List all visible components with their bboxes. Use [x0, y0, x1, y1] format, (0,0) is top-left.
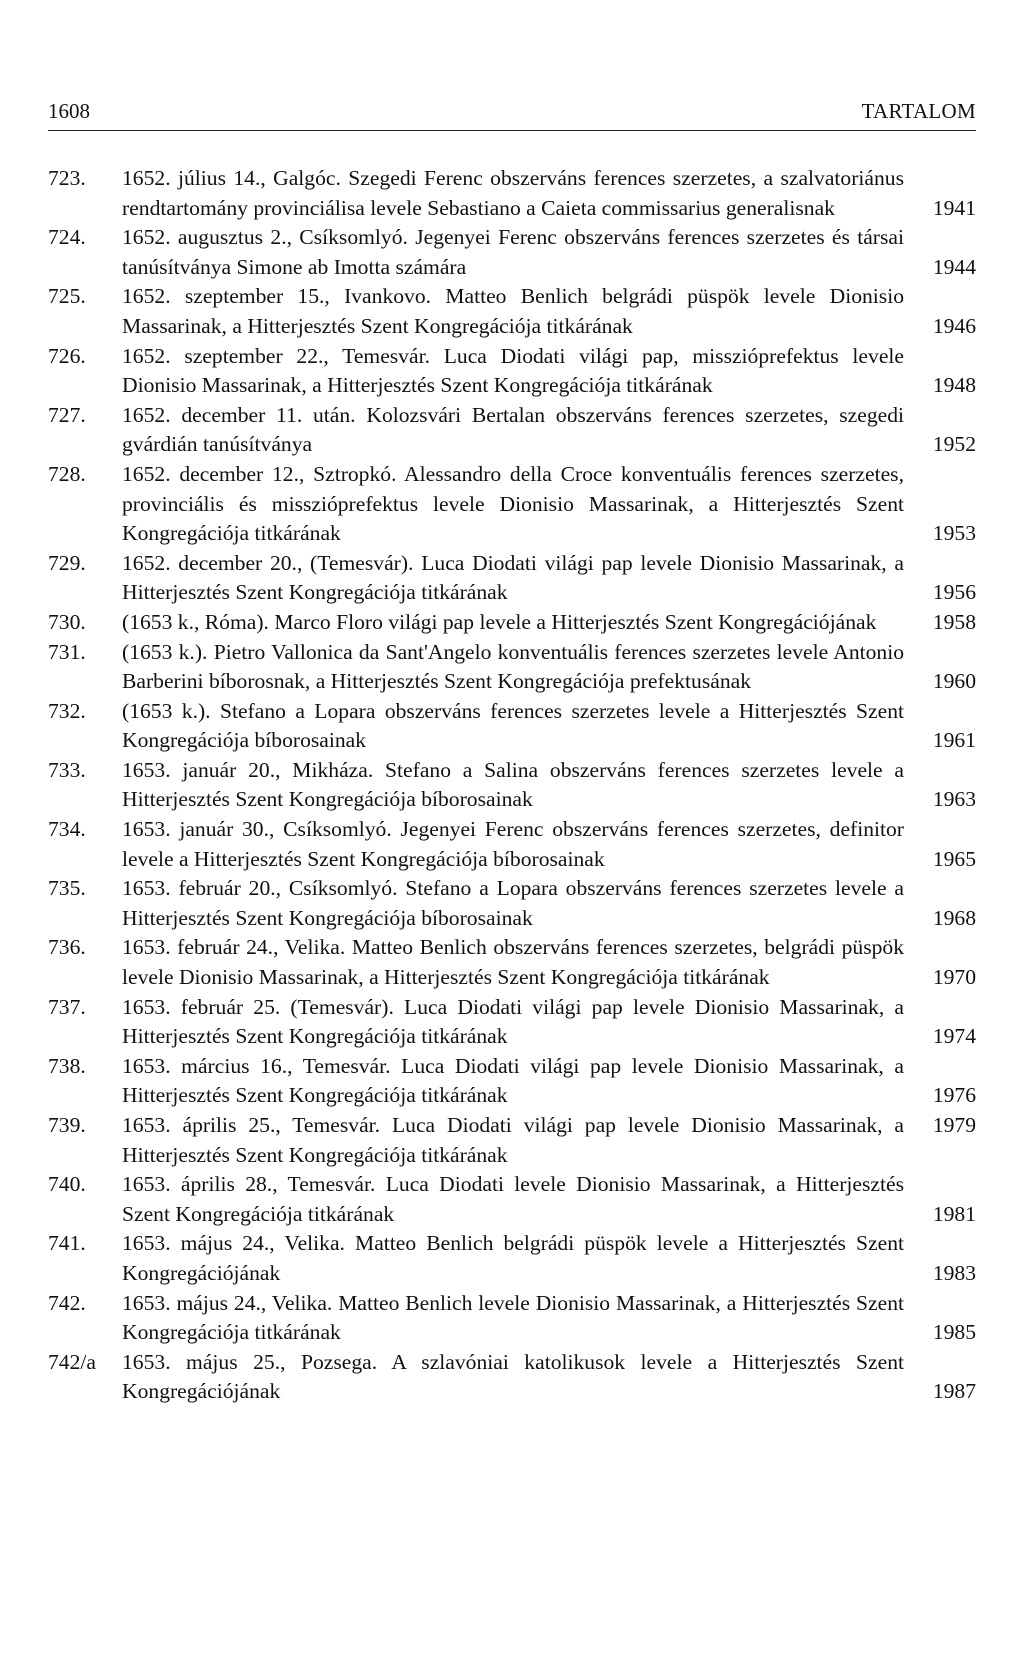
entry-page-number: 1953	[932, 521, 976, 546]
entry-page-number: 1979	[932, 1113, 976, 1137]
entry-description	[122, 1170, 904, 1229]
entry-page-number: 1956	[932, 580, 976, 605]
entry-title: Luca Diodati levele Dionisio Massarinak, a Hitterjesztés Szent Kongregációja titkárának	[122, 1172, 904, 1226]
entry-description	[122, 460, 904, 549]
entry-page-number: 1952	[932, 432, 976, 457]
entry-description	[122, 815, 904, 874]
entry-date-place: 1653. február 25. (Temesvár).	[122, 994, 394, 1019]
entry-page-number: 1944	[932, 254, 976, 279]
toc-entry	[48, 933, 976, 992]
entry-title: Stefano a Lopara obszerváns ferences szerzetes levele a Hitterjesztés Szent Kongregációja bíborosainak	[122, 876, 905, 930]
entry-title: Luca Diodati világi pap, misszióprefektus levele Dionisio Massarinak, a Hitterjesztés Szent Kongregációja titkárának	[122, 343, 904, 398]
entry-page-number: 1958	[932, 609, 976, 634]
entry-date-place: 1652. augusztus 2., Csíksomlyó.	[122, 225, 408, 250]
entry-page-number: 1970	[932, 965, 976, 990]
table-of-contents	[48, 164, 976, 1407]
entry-date-place: 1653. május 24., Velika.	[122, 1231, 345, 1256]
entry-number: 738.	[48, 1053, 86, 1078]
entry-title: Szegedi Ferenc obszerváns ferences szerzetes, a szalvatoriánus rendtartomány provinciálisa levele Sebastiano a Caieta commissarius generalisnak	[122, 166, 904, 220]
toc-entry	[48, 549, 976, 608]
entry-description	[122, 874, 904, 933]
entry-description	[122, 1052, 904, 1111]
entry-number: 724.	[48, 225, 86, 250]
entry-description	[122, 401, 904, 460]
toc-entry	[48, 401, 976, 460]
running-title: TARTALOM	[861, 99, 976, 123]
toc-entry	[48, 697, 976, 756]
entry-title: Stefano a Salina obszerváns ferences szerzetes levele a Hitterjesztés Szent Kongregációja bíborosainak	[122, 757, 904, 812]
entry-number: 734.	[48, 817, 86, 842]
entry-description	[122, 549, 904, 608]
toc-entry	[48, 815, 976, 874]
entry-description	[122, 164, 904, 223]
entry-date-place: 1653. május 24., Velika.	[122, 1290, 333, 1315]
entry-title: Kolozsvári Bertalan obszerváns ferences szerzetes, szegedi gvárdián tanúsítványa	[122, 402, 905, 457]
entry-date-place: (1653 k.).	[122, 698, 211, 723]
entry-title: Stefano a Lopara obszerváns ferences szerzetes levele a Hitterjesztés Szent Kongregációja bíborosainak	[122, 698, 905, 753]
toc-entry	[48, 1229, 976, 1288]
entry-page-number: 1965	[932, 846, 976, 871]
entry-date-place: 1653. január 30., Csíksomlyó.	[122, 817, 392, 842]
entry-number: 737.	[48, 994, 86, 1019]
entry-number: 732.	[48, 698, 86, 723]
entry-number: 742/a	[48, 1349, 96, 1374]
entry-page-number: 1961	[932, 728, 976, 753]
entry-description	[122, 993, 904, 1052]
entry-number: 739.	[48, 1113, 86, 1137]
toc-entry	[48, 874, 976, 933]
entry-title: Luca Diodati világi pap levele Dionisio Massarinak, a Hitterjesztés Szent Kongregációja titkárának	[122, 550, 904, 605]
entry-description	[122, 1348, 904, 1407]
entry-description	[122, 1229, 904, 1288]
entry-date-place: 1653. február 24., Velika.	[122, 935, 346, 960]
toc-entry	[48, 1052, 976, 1111]
entry-page-number: 1948	[932, 373, 976, 398]
entry-page-number: 1946	[932, 313, 976, 338]
entry-date-place: 1653. január 20., Mikháza.	[122, 757, 374, 782]
toc-entry	[48, 342, 976, 401]
entry-title: Pietro Vallonica da Sant'Angelo konventuális ferences szerzetes levele Antonio Barberini bíborosnak, a Hitterjesztés Szent Kongregációja prefektusának	[122, 639, 905, 694]
entry-page-number: 1981	[932, 1201, 976, 1226]
entry-title: A szlavóniai katolikusok levele a Hitterjesztés Szent Kongregációjának	[122, 1349, 904, 1404]
entry-date-place: 1652. december 12., Sztropkó.	[122, 461, 397, 486]
entry-number: 740.	[48, 1172, 86, 1197]
entry-number: 727.	[48, 402, 86, 427]
toc-entry	[48, 1170, 976, 1229]
toc-entry	[48, 282, 976, 341]
entry-title: Marco Floro világi pap levele a Hitterjesztés Szent Kongregációjának	[274, 609, 877, 634]
toc-entry	[48, 223, 976, 282]
entry-date-place: (1653 k., Róma).	[122, 609, 269, 634]
toc-entry	[48, 993, 976, 1052]
entry-page-number: 1960	[932, 669, 976, 694]
entry-page-number: 1987	[932, 1379, 976, 1404]
entry-date-place: 1653. február 20., Csíksomlyó.	[122, 876, 398, 901]
toc-entry	[48, 1111, 976, 1170]
entry-date-place: 1653. március 16., Temesvár.	[122, 1053, 391, 1078]
entry-date-place: 1653. április 25., Temesvár.	[122, 1113, 381, 1137]
entry-number: 731.	[48, 639, 86, 664]
entry-date-place: 1652. július 14., Galgóc.	[122, 166, 341, 190]
entry-title: Luca Diodati világi pap levele Dionisio Massarinak, a Hitterjesztés Szent Kongregációja titkárának	[122, 1113, 904, 1167]
entry-number: 741.	[48, 1231, 86, 1256]
entry-description	[122, 697, 904, 756]
entry-number: 736.	[48, 935, 86, 960]
toc-entry	[48, 756, 976, 815]
entry-page-number: 1968	[932, 905, 976, 930]
entry-description	[122, 933, 904, 992]
toc-entry	[48, 1289, 976, 1348]
entry-number: 726.	[48, 343, 86, 368]
entry-description	[122, 756, 904, 815]
entry-date-place: 1652. szeptember 15., Ivankovo.	[122, 284, 432, 309]
entry-description	[122, 342, 904, 401]
entry-title: Matteo Benlich belgrádi püspök levele a Hitterjesztés Szent Kongregációjának	[122, 1231, 904, 1285]
entry-title: Matteo Benlich levele Dionisio Massarinak, a Hitterjesztés Szent Kongregációja titkárának	[122, 1290, 904, 1345]
entry-description	[122, 223, 904, 282]
entry-page-number: 1963	[932, 787, 976, 812]
entry-title: Luca Diodati világi pap levele Dionisio Massarinak, a Hitterjesztés Szent Kongregációja titkárának	[122, 1053, 904, 1108]
entry-date-place: 1653. május 25., Pozsega.	[122, 1349, 378, 1374]
toc-entry	[48, 164, 976, 223]
entry-number: 730.	[48, 609, 86, 634]
entry-date-place: (1653 k.).	[122, 639, 208, 664]
entry-page-number: 1976	[932, 1083, 976, 1108]
entry-number: 725.	[48, 284, 86, 309]
entry-description	[122, 282, 904, 341]
entry-page-number: 1985	[932, 1320, 976, 1345]
page-header	[48, 96, 976, 131]
entry-number: 728.	[48, 461, 86, 486]
entry-number: 729.	[48, 550, 86, 575]
entry-description	[122, 1289, 904, 1348]
toc-entry	[48, 638, 976, 697]
entry-date-place: 1652. december 11. után.	[122, 402, 356, 427]
entry-number: 742.	[48, 1290, 86, 1315]
entry-title: Luca Diodati világi pap levele Dionisio Massarinak, a Hitterjesztés Szent Kongregációja titkárának	[122, 994, 904, 1049]
toc-entry	[48, 460, 976, 549]
entry-title: Matteo Benlich obszerváns ferences szerzetes, belgrádi püspök levele Dionisio Massarinak, a Hitterjesztés Szent Kongregációja titkárának	[122, 935, 904, 990]
entry-title: Jegenyei Ferenc obszerváns ferences szerzetes és társai tanúsítványa Simone ab Imotta számára	[122, 225, 904, 279]
entry-title: Jegenyei Ferenc obszerváns ferences szerzetes, definitor levele a Hitterjesztés Szent Kongregációja bíborosainak	[122, 817, 904, 871]
entry-number: 733.	[48, 757, 86, 782]
entry-date-place: 1652. december 20., (Temesvár).	[122, 550, 414, 575]
entry-number: 735.	[48, 876, 86, 901]
entry-description	[122, 638, 904, 697]
entry-page-number: 1974	[932, 1024, 976, 1049]
entry-description	[122, 1111, 904, 1170]
entry-number: 723.	[48, 166, 86, 190]
entry-date-place: 1653. április 28., Temesvár.	[122, 1172, 376, 1197]
toc-entry	[48, 608, 976, 638]
entry-date-place: 1652. szeptember 22., Temesvár.	[122, 343, 430, 368]
entry-page-number: 1941	[932, 195, 976, 220]
toc-entry	[48, 1348, 976, 1407]
entry-title: Alessandro della Croce konventuális ferences szerzetes, provinciális és misszióprefektus levele Dionisio Massarinak, a Hitterjesztés Szent Kongregációja titkárának	[122, 461, 904, 546]
entry-page-number: 1983	[932, 1260, 976, 1285]
page-number: 1608	[48, 99, 90, 123]
entry-title: Matteo Benlich belgrádi püspök levele Dionisio Massarinak, a Hitterjesztés Szent Kongregációja titkárának	[122, 284, 904, 338]
entry-description	[122, 608, 904, 638]
